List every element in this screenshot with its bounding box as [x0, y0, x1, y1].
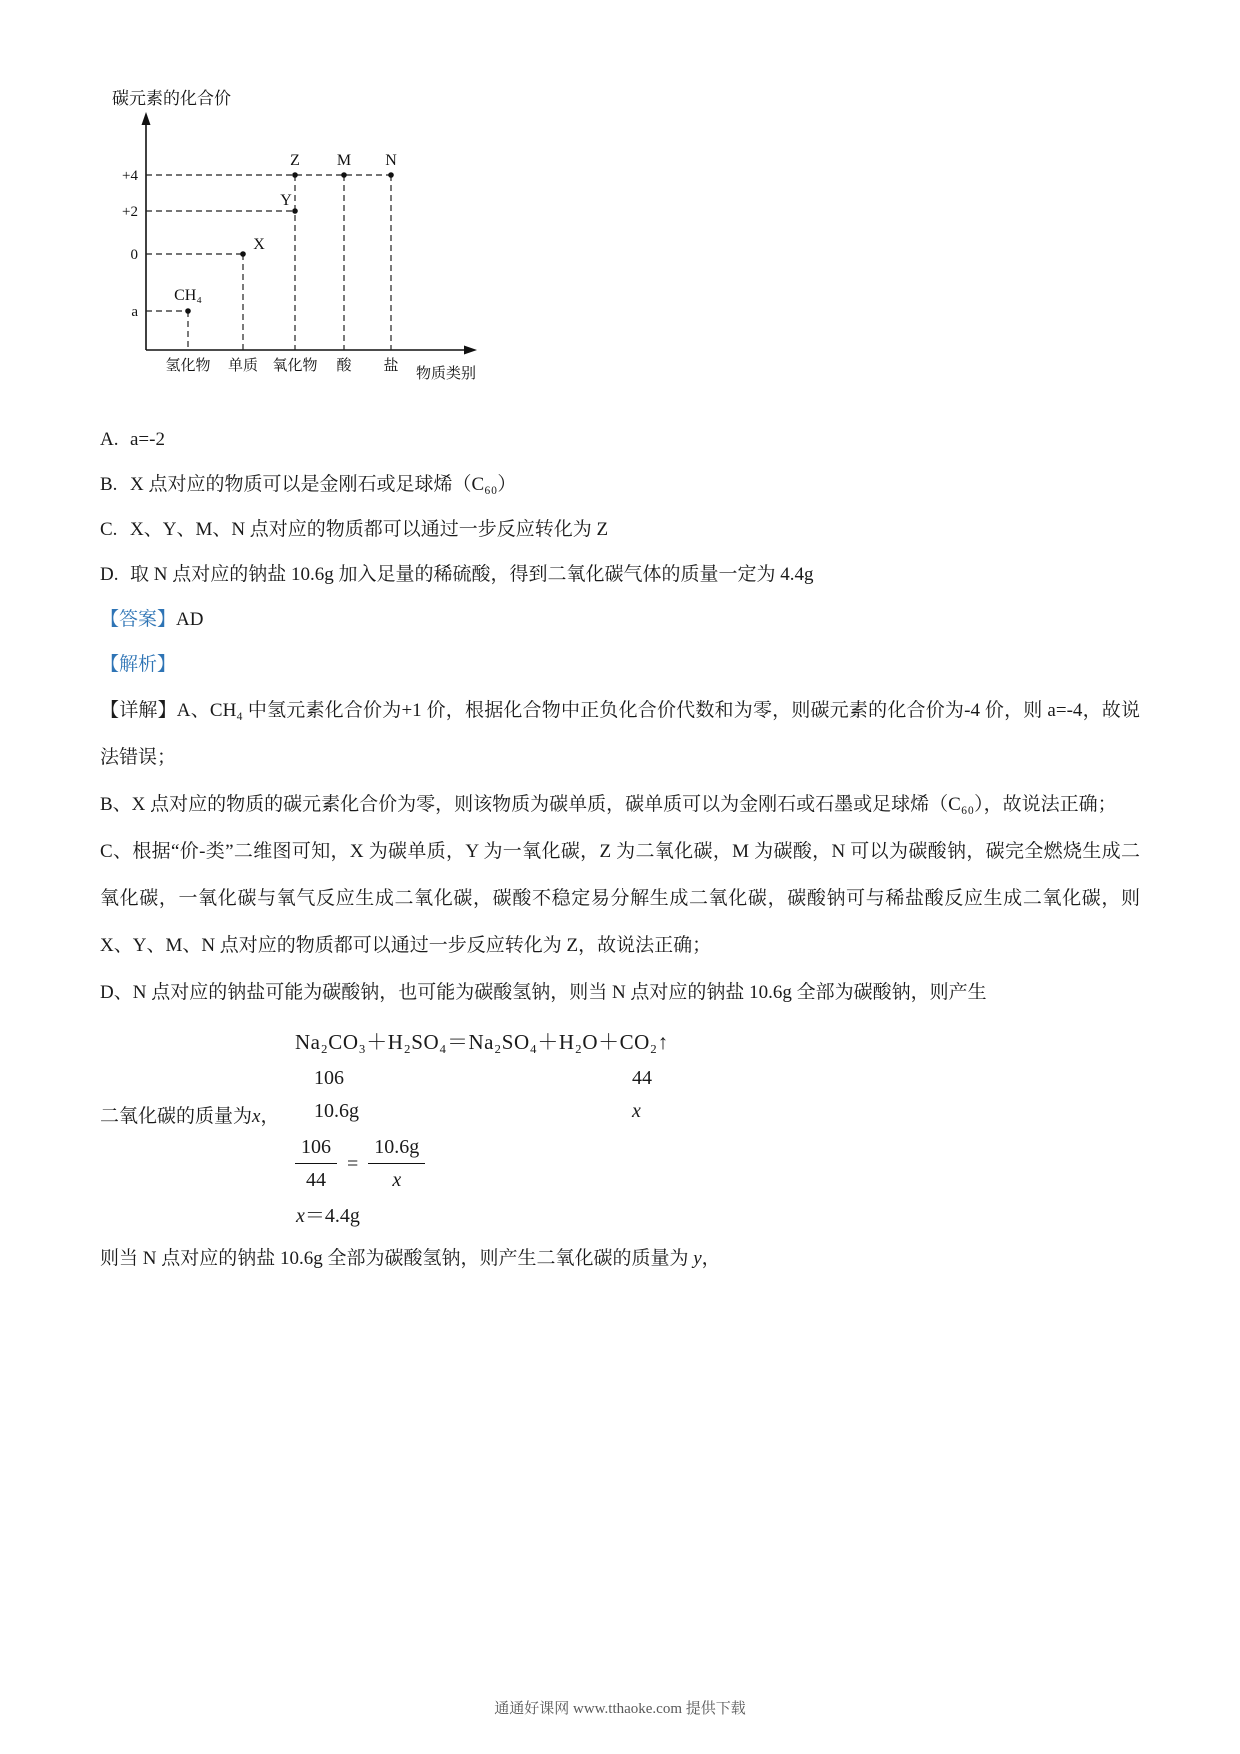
fraction-right-denominator: x — [392, 1169, 402, 1191]
analysis-line — [100, 642, 1140, 687]
chart-x-axis-label: 物质类别 — [416, 364, 477, 382]
category-salt: 盐 — [383, 356, 399, 374]
point-label-ch4: CH₄ — [174, 287, 202, 304]
chemical-equation: Na₂CO₃＋H₂SO₄＝Na₂SO₄＋H₂O＋CO₂↑ — [295, 1030, 669, 1054]
option-c-text: X、Y、M、N 点对应的物质都可以通过一步反应转化为 Z — [130, 519, 609, 540]
option-d-label: D. — [100, 564, 119, 585]
option-a-label: A. — [100, 429, 119, 450]
explanation-paragraph-a — [100, 687, 1140, 781]
fraction-left-denominator: 44 — [306, 1169, 326, 1191]
point-label-x: X — [253, 236, 265, 253]
calculation-block — [100, 1022, 1140, 1233]
chart-guide-lines — [146, 175, 391, 350]
closing-punctuation: ， — [701, 1248, 721, 1269]
calculation-result — [296, 1199, 1140, 1233]
side-note-text: 二氧化碳的质量为 — [100, 1106, 253, 1127]
closing-paragraph — [100, 1235, 1140, 1282]
footer-text: 通通好课网 www.tthaoke.com 提供下载 — [494, 1701, 746, 1717]
ytick-plus2: +2 — [122, 204, 138, 220]
explanation-paragraph-b: B、X 点对应的物质的碳元素化合价为零，则该物质为碳单质，碳单质可以为金刚石或石墨或足球烯（C₆₀），故说法正确； — [100, 794, 1117, 815]
chart-y-tick-labels — [122, 168, 138, 320]
side-note-variable: x — [252, 1106, 261, 1127]
point-label-n: N — [385, 152, 397, 169]
proportion-equals: = — [347, 1152, 359, 1175]
closing-variable: y — [693, 1248, 702, 1269]
point-label-z: Z — [290, 152, 300, 169]
chart-axes — [142, 112, 478, 355]
explanation-text-a: A、CH₄ 中氢元素化合价为+1 价，根据化合物中正负化合价代数和为零，则碳元素的化合价为-4 价，则 a=-4，故说法错误； — [100, 700, 1140, 768]
point-label-y: Y — [280, 192, 292, 209]
option-a-text: a=-2 — [130, 429, 165, 450]
point-label-m: M — [336, 152, 352, 169]
explanation-paragraph-d: D、N 点对应的钠盐可能为碳酸钠，也可能为碳酸氢钠，则当 N 点对应的钠盐 10.6g 全部为碳酸钠，则产生 — [100, 982, 987, 1003]
option-a — [100, 417, 1140, 462]
ytick-plus4: +4 — [122, 168, 138, 184]
explanation-paragraph-c: C、根据“价-类”二维图可知，X 为碳单质，Y 为一氧化碳，Z 为二氧化碳，M 为碳酸，N 可以为碳酸钠，碳完全燃烧生成二氧化碳，一氧化碳与氧气反应生成二氧化碳，碳酸不稳定易分解生成二氧化碳，碳酸钠可与稀盐酸反应生成二氧化碳，则 X、Y、M、N 点对应的物质都可以通过一步反应转化为 Z，故说法正确； — [100, 841, 1140, 956]
side-note — [100, 1100, 279, 1133]
option-c-label: C. — [100, 519, 118, 540]
explanation-section — [100, 687, 1140, 1016]
chart-category-labels — [165, 356, 398, 374]
ytick-zero: 0 — [130, 247, 138, 263]
option-b-text: X 点对应的物质可以是金刚石或足球烯（C₆₀） — [130, 474, 517, 495]
category-element: 单质 — [227, 356, 259, 374]
proportion-equation — [295, 1128, 1140, 1199]
fraction-right-numerator: 10.6g — [368, 1134, 425, 1164]
category-hydride: 氢化物 — [165, 356, 211, 374]
options-list — [100, 417, 1140, 597]
valence-chart-svg — [98, 88, 568, 388]
page-footer — [0, 1697, 1240, 1718]
molar-mass-row — [100, 1062, 1140, 1095]
reactant-molar-mass: 106 — [314, 1067, 344, 1089]
reactant-mass: 10.6g — [314, 1100, 359, 1122]
detail-tag: 【详解】 — [100, 700, 177, 721]
chart-title: 碳元素的化合价 — [112, 89, 231, 109]
fraction-left-numerator: 106 — [295, 1134, 337, 1164]
fraction-right — [368, 1134, 425, 1193]
result-value: ＝4.4g — [304, 1205, 360, 1227]
category-oxide: 氧化物 — [272, 356, 318, 374]
category-acid: 酸 — [336, 356, 352, 374]
option-d-text: 取 N 点对应的钠盐 10.6g 加入足量的稀硫酸，得到二氧化碳气体的质量一定为 4.4g — [130, 564, 814, 585]
option-d — [100, 552, 1140, 597]
answer-value: AD — [176, 609, 204, 630]
option-b — [100, 462, 1140, 507]
answer-tag: 【答案】 — [100, 609, 177, 630]
ytick-a: a — [131, 304, 138, 320]
product-unknown: x — [632, 1100, 641, 1122]
side-note-punctuation: ， — [260, 1106, 280, 1127]
fraction-left — [295, 1134, 337, 1193]
analysis-tag: 【解析】 — [100, 654, 177, 675]
answer-line — [100, 597, 1140, 642]
valence-category-chart — [98, 88, 1140, 393]
product-molar-mass: 44 — [632, 1067, 652, 1089]
option-b-label: B. — [100, 474, 118, 495]
closing-text: 则当 N 点对应的钠盐 10.6g 全部为碳酸氢钠，则产生二氧化碳的质量为 — [100, 1248, 694, 1269]
result-variable: x — [296, 1205, 305, 1227]
option-c — [100, 507, 1140, 552]
